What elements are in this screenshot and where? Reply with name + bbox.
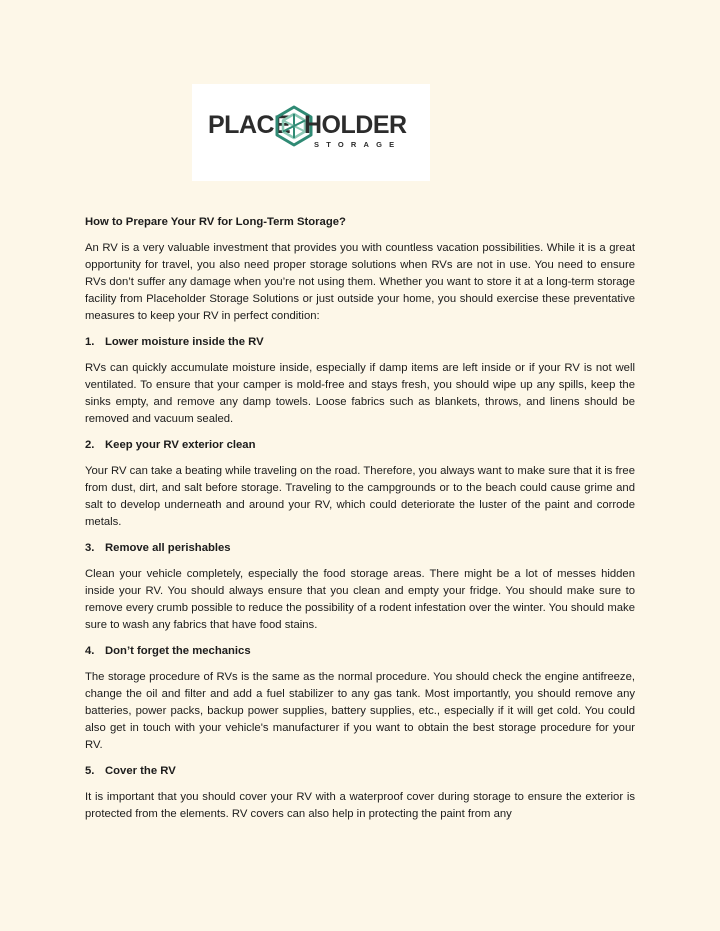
logo-word-left: PLACE (208, 111, 291, 139)
logo-subword: STORAGE (314, 140, 402, 149)
section-number: 3. (85, 542, 95, 554)
section-paragraph: Your RV can take a beating while traveling on the road. Therefore, you always want to make sure that it is free from dust, dirt, and salt before storage. Traveling to the campgrounds or to the beach could cause grime and salt to develop underneath and around your RV, which could deteriorate the luster of the paint and corrode metals. (85, 465, 635, 528)
article-body (85, 214, 635, 823)
section-heading (85, 540, 635, 557)
logo-word-right: HOLDER (304, 111, 407, 139)
article-title: How to Prepare Your RV for Long-Term Storage? (85, 216, 346, 228)
section-heading (85, 437, 635, 454)
intro-paragraph: An RV is a very valuable investment that provides you with countless vacation possibilities. While it is a great opportunity for travel, you also need proper storage solutions when RVs are not in use. You need to ensure RVs don’t suffer any damage when you’re not using them. Whether you want to store it at a long-term storage facility from Placeholder Storage Solutions or just outside your home, you should exercise these preventative measures to keep your RV in perfect condition: (85, 242, 635, 322)
section-paragraph: Clean your vehicle completely, especially the food storage areas. There might be a lot of messes hidden inside your RV. You should always ensure that you clean and empty your fridge. You should make sure to remove every crumb possible to reduce the possibility of a rodent infestation over the winter. You should make sure to wash any fabrics that have food stains. (85, 568, 635, 631)
section-paragraph: RVs can quickly accumulate moisture inside, especially if damp items are left inside or if your RV is not well ventilated. To ensure that your camper is mold-free and stays fresh, you should wipe up any spills, keep the sinks empty, and remove any damp towels. Loose fabrics such as blankets, throws, and linens should be removed and vacuum sealed. (85, 362, 635, 425)
section-number: 4. (85, 645, 95, 657)
section-title: Lower moisture inside the RV (105, 336, 264, 348)
section-number: 5. (85, 765, 95, 777)
section-heading (85, 643, 635, 660)
section-title: Remove all perishables (105, 542, 231, 554)
company-logo (192, 84, 430, 181)
section-number: 1. (85, 336, 95, 348)
section-title: Cover the RV (105, 765, 176, 777)
section-number: 2. (85, 439, 95, 451)
section-title: Don’t forget the mechanics (105, 645, 251, 657)
section-heading (85, 334, 635, 351)
section-paragraph: The storage procedure of RVs is the same as the normal procedure. You should check the engine antifreeze, change the oil and filter and add a fuel stabilizer to any gas tank. Most importantly, you should remove any batteries, power packs, backup power supplies, battery supplies, etc., especially if it will get cold. You could also get in touch with your vehicle's manufacturer if you want to obtain the best storage procedure for your RV. (85, 671, 635, 751)
section-paragraph: It is important that you should cover your RV with a waterproof cover during storage to ensure the exterior is protected from the elements. RV covers can also help in protecting the paint from any (85, 791, 635, 820)
section-heading (85, 763, 635, 780)
section-title: Keep your RV exterior clean (105, 439, 256, 451)
